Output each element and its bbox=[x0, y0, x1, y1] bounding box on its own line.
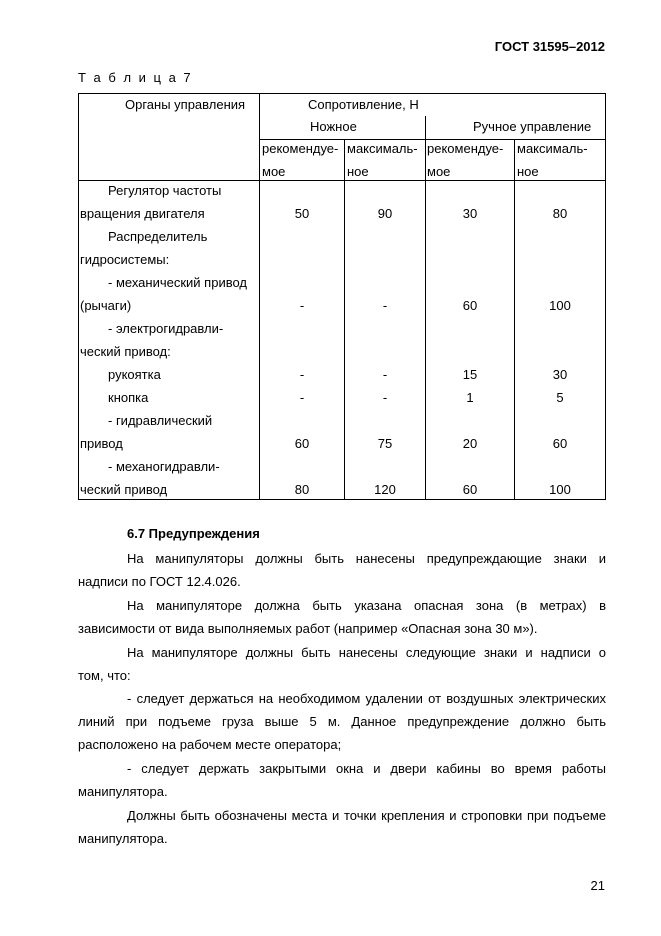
subheader-foot-max-b: ное bbox=[347, 164, 369, 179]
row-value: 50 bbox=[294, 206, 310, 221]
subheader-foot-rec-a: рекомендуе- bbox=[262, 141, 339, 156]
row-value: 75 bbox=[377, 436, 393, 451]
paragraph-line: манипулятора. bbox=[78, 784, 168, 799]
row-value: 20 bbox=[462, 436, 478, 451]
document-header: ГОСТ 31595–2012 bbox=[494, 39, 605, 54]
col-controls-header: Органы управления bbox=[125, 97, 246, 112]
paragraph-line: том, что: bbox=[78, 668, 131, 683]
col-hand-header: Ручное управление bbox=[473, 119, 592, 134]
row-value: - bbox=[382, 367, 388, 382]
subheader-hand-max-b: ное bbox=[517, 164, 539, 179]
row-label: (рычаги) bbox=[80, 298, 132, 313]
paragraph-line: На манипуляторе должны быть нанесены следующие знаки и надписи о bbox=[127, 645, 606, 660]
row-value: - bbox=[299, 298, 305, 313]
row-value: 30 bbox=[462, 206, 478, 221]
subheader-foot-max-a: максималь- bbox=[347, 141, 418, 156]
row-label: ческий привод: bbox=[80, 344, 171, 359]
row-label: рукоятка bbox=[108, 367, 161, 382]
row-value: 60 bbox=[294, 436, 310, 451]
row-label: Распределитель bbox=[108, 229, 208, 244]
row-value: 30 bbox=[552, 367, 568, 382]
row-label: - механогидравли- bbox=[108, 459, 220, 474]
table-caption: Т а б л и ц а 7 bbox=[78, 70, 193, 85]
row-value: - bbox=[299, 390, 305, 405]
paragraph-line: надписи по ГОСТ 12.4.026. bbox=[78, 574, 241, 589]
row-value: 80 bbox=[552, 206, 568, 221]
row-label: вращения двигателя bbox=[80, 206, 205, 221]
row-label: привод bbox=[80, 436, 123, 451]
row-value: 60 bbox=[462, 482, 478, 497]
row-label: гидросистемы: bbox=[80, 252, 170, 267]
subheader-hand-rec-a: рекомендуе- bbox=[427, 141, 504, 156]
row-value: 60 bbox=[552, 436, 568, 451]
col-resistance-header: Сопротивление, Н bbox=[308, 97, 419, 112]
row-value: 100 bbox=[549, 298, 571, 313]
paragraph-line: Должны быть обозначены места и точки крепления и строповки при подъеме bbox=[127, 808, 606, 823]
row-label: Регулятор частоты bbox=[108, 183, 222, 198]
page-number: 21 bbox=[590, 878, 605, 893]
subheader-hand-max-a: максималь- bbox=[517, 141, 588, 156]
row-label: - гидравлический bbox=[108, 413, 213, 428]
row-value: 60 bbox=[462, 298, 478, 313]
subheader-foot-rec-b: мое bbox=[262, 164, 286, 179]
table-border-left bbox=[78, 93, 79, 500]
row-label: - электрогидравли- bbox=[108, 321, 224, 336]
paragraph-line: - следует держаться на необходимом удалении от воздушных электрических bbox=[127, 691, 606, 706]
row-value: 90 bbox=[377, 206, 393, 221]
row-label: кнопка bbox=[108, 390, 149, 405]
subheader-hand-rec-b: мое bbox=[427, 164, 451, 179]
row-value: 80 bbox=[294, 482, 310, 497]
resistance-table bbox=[78, 93, 606, 500]
row-value: - bbox=[299, 367, 305, 382]
paragraph-line: зависимости от вида выполняемых работ (например «Опасная зона 30 м»). bbox=[78, 621, 538, 636]
row-label: - механический привод bbox=[108, 275, 247, 290]
row-value: 100 bbox=[549, 482, 571, 497]
paragraph-line: расположено на рабочем месте оператора; bbox=[78, 737, 342, 752]
paragraph-line: На манипуляторы должны быть нанесены предупреждающие знаки и bbox=[127, 551, 606, 566]
row-value: 15 bbox=[462, 367, 478, 382]
row-value: - bbox=[382, 298, 388, 313]
row-value: 1 bbox=[466, 390, 474, 405]
row-label: ческий привод bbox=[80, 482, 168, 497]
row-value: 5 bbox=[556, 390, 564, 405]
paragraph-line: линий при подъеме груза выше 5 м. Данное предупреждение должно быть bbox=[78, 714, 606, 729]
section-heading: 6.7 Предупреждения bbox=[127, 526, 260, 541]
paragraph-line: На манипуляторе должна быть указана опасная зона (в метрах) в bbox=[127, 598, 606, 613]
col-foot-header: Ножное bbox=[310, 119, 357, 134]
paragraph-line: манипулятора. bbox=[78, 831, 168, 846]
row-value: 120 bbox=[374, 482, 396, 497]
table-border-right bbox=[605, 93, 606, 500]
paragraph-line: - следует держать закрытыми окна и двери кабины во время работы bbox=[127, 761, 606, 776]
row-value: - bbox=[382, 390, 388, 405]
